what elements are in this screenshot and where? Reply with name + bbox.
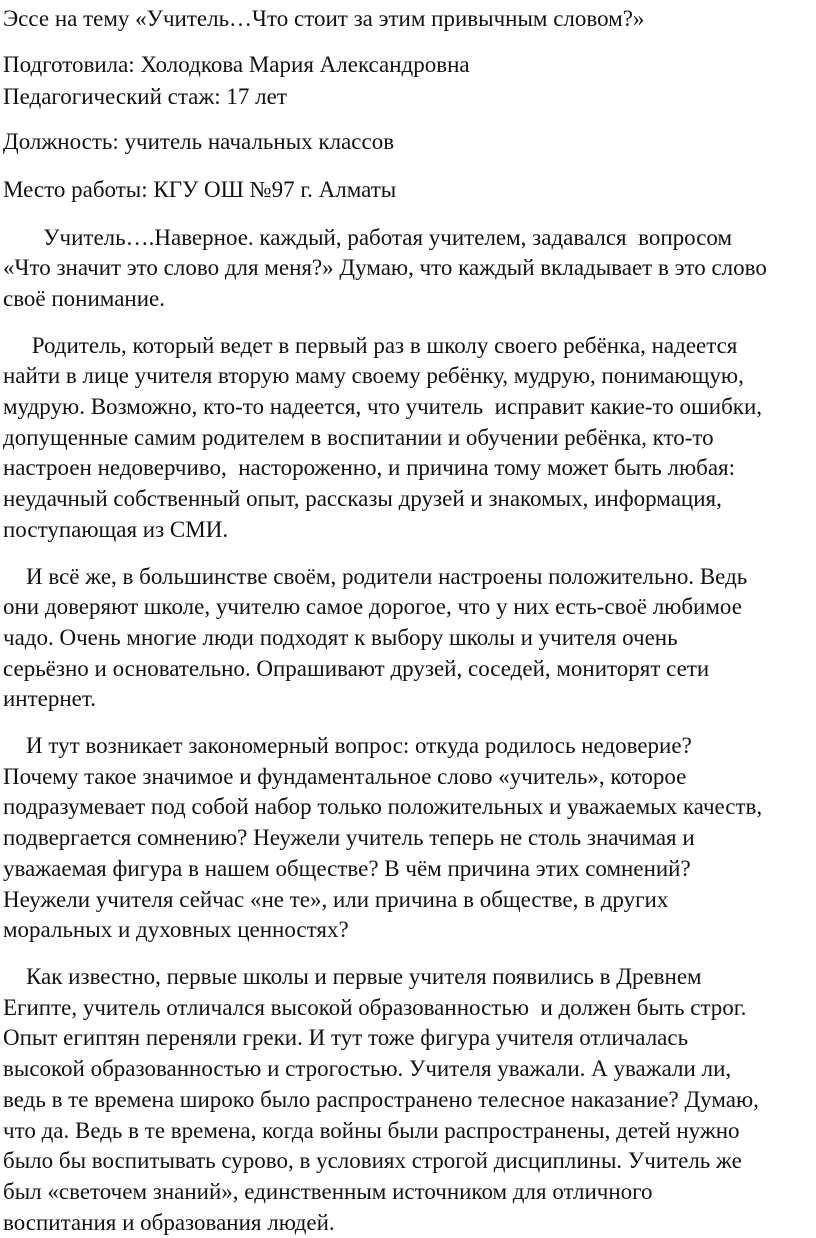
author-line: Подготовила: Холодкова Мария Александровна [3, 51, 470, 77]
paragraph-line: Почему такое значимое и фундаментальное слово «учитель», которое [3, 763, 687, 789]
paragraph [3, 962, 816, 1238]
paragraph-line: моральных и духовных ценностях? [3, 917, 349, 943]
paragraph-line: Как известно, первые школы и первые учителя появились в Древнем [3, 963, 702, 989]
paragraph [3, 223, 816, 315]
paragraph [3, 331, 816, 546]
paragraph-line: серьёзно и основательно. Опрашивают друзей, соседей, мониторят сети [3, 655, 710, 681]
paragraph [3, 731, 816, 946]
paragraph-line: И тут возникает закономерный вопрос: откуда родилось недоверие? [3, 733, 692, 759]
paragraph-line: Учитель….Наверное. каждый, работая учителем, задавался вопросом [3, 224, 733, 250]
paragraph-line: мудрую. Возможно, кто-то надеется, что учитель исправит какие-то ошибки, [3, 394, 763, 420]
paragraph-line: было бы воспитывать сурово, в условиях строгой дисциплины. Учитель же [3, 1148, 742, 1174]
paragraph-line: И всё же, в большинстве своём, родители настроены положительно. Ведь [3, 563, 748, 589]
paragraph-line: чадо. Очень многие люди подходят к выбору школы и учителя очень [3, 624, 678, 650]
paragraph-line: Неужели учителя сейчас «не те», или причина в обществе, в других [3, 886, 669, 912]
experience-line: Педагогический стаж: 17 лет [3, 84, 287, 110]
paragraph-line: допущенные самим родителем в воспитании и обучении ребёнка, кто-то [3, 424, 714, 450]
paragraph-line: интернет. [3, 686, 96, 712]
paragraph-line: Египте, учитель отличался высокой образованностью и должен быть строг. [3, 994, 747, 1020]
paragraph-line: Родитель, который ведет в первый раз в школу своего ребёнка, надеется [3, 332, 738, 358]
paragraph-line: поступающая из СМИ. [3, 516, 229, 542]
paragraph-line: ведь в те времена широко было распространено телесное наказание? Думаю, [3, 1086, 759, 1112]
paragraph-line: Опыт египтян переняли греки. И тут тоже фигура учителя отличалась [3, 1025, 689, 1051]
paragraph [3, 562, 816, 716]
paragraph-line: высокой образованностью и строгостью. Учителя уважали. А уважали ли, [3, 1056, 732, 1082]
paragraph-line: найти в лице учителя вторую маму своему ребёнку, мудрую, понимающую, [3, 363, 744, 389]
essay-title: Эссе на тему «Учитель…Что стоит за этим привычным словом?» [3, 6, 645, 31]
workplace-line: Место работы: КГУ ОШ №97 г. Алматы [3, 176, 397, 202]
position-line: Должность: учитель начальных классов [3, 129, 395, 155]
paragraph-line: «Что значит это слово для меня?» Думаю, что каждый вкладывает в это слово [3, 255, 767, 281]
paragraph-line: неудачный собственный опыт, рассказы друзей и знакомых, информация, [3, 486, 722, 512]
paragraph-line: подвергается сомнению? Неужели учитель теперь не столь значимая и [3, 825, 695, 851]
paragraph-line: был «светочем знаний», единственным источником для отличного [3, 1178, 653, 1204]
paragraph-line: что да. Ведь в те времена, когда войны были распространены, детей нужно [3, 1117, 740, 1143]
document-page [0, 4, 816, 1235]
paragraph-line: настроен недоверчиво, настороженно, и причина тому может быть любая: [3, 455, 736, 481]
paragraph-line: уважаемая фигура в нашем обществе? В чём причина этих сомнений? [3, 855, 691, 881]
paragraph-line: своё понимание. [3, 285, 165, 311]
paragraph-line: подразумевает под собой набор только положительных и уважаемых качеств, [3, 794, 763, 820]
paragraph-line: они доверяют школе, учителю самое дорогое, что у них есть-своё любимое [3, 594, 742, 620]
paragraph-line: воспитания и образования людей. [3, 1209, 335, 1235]
